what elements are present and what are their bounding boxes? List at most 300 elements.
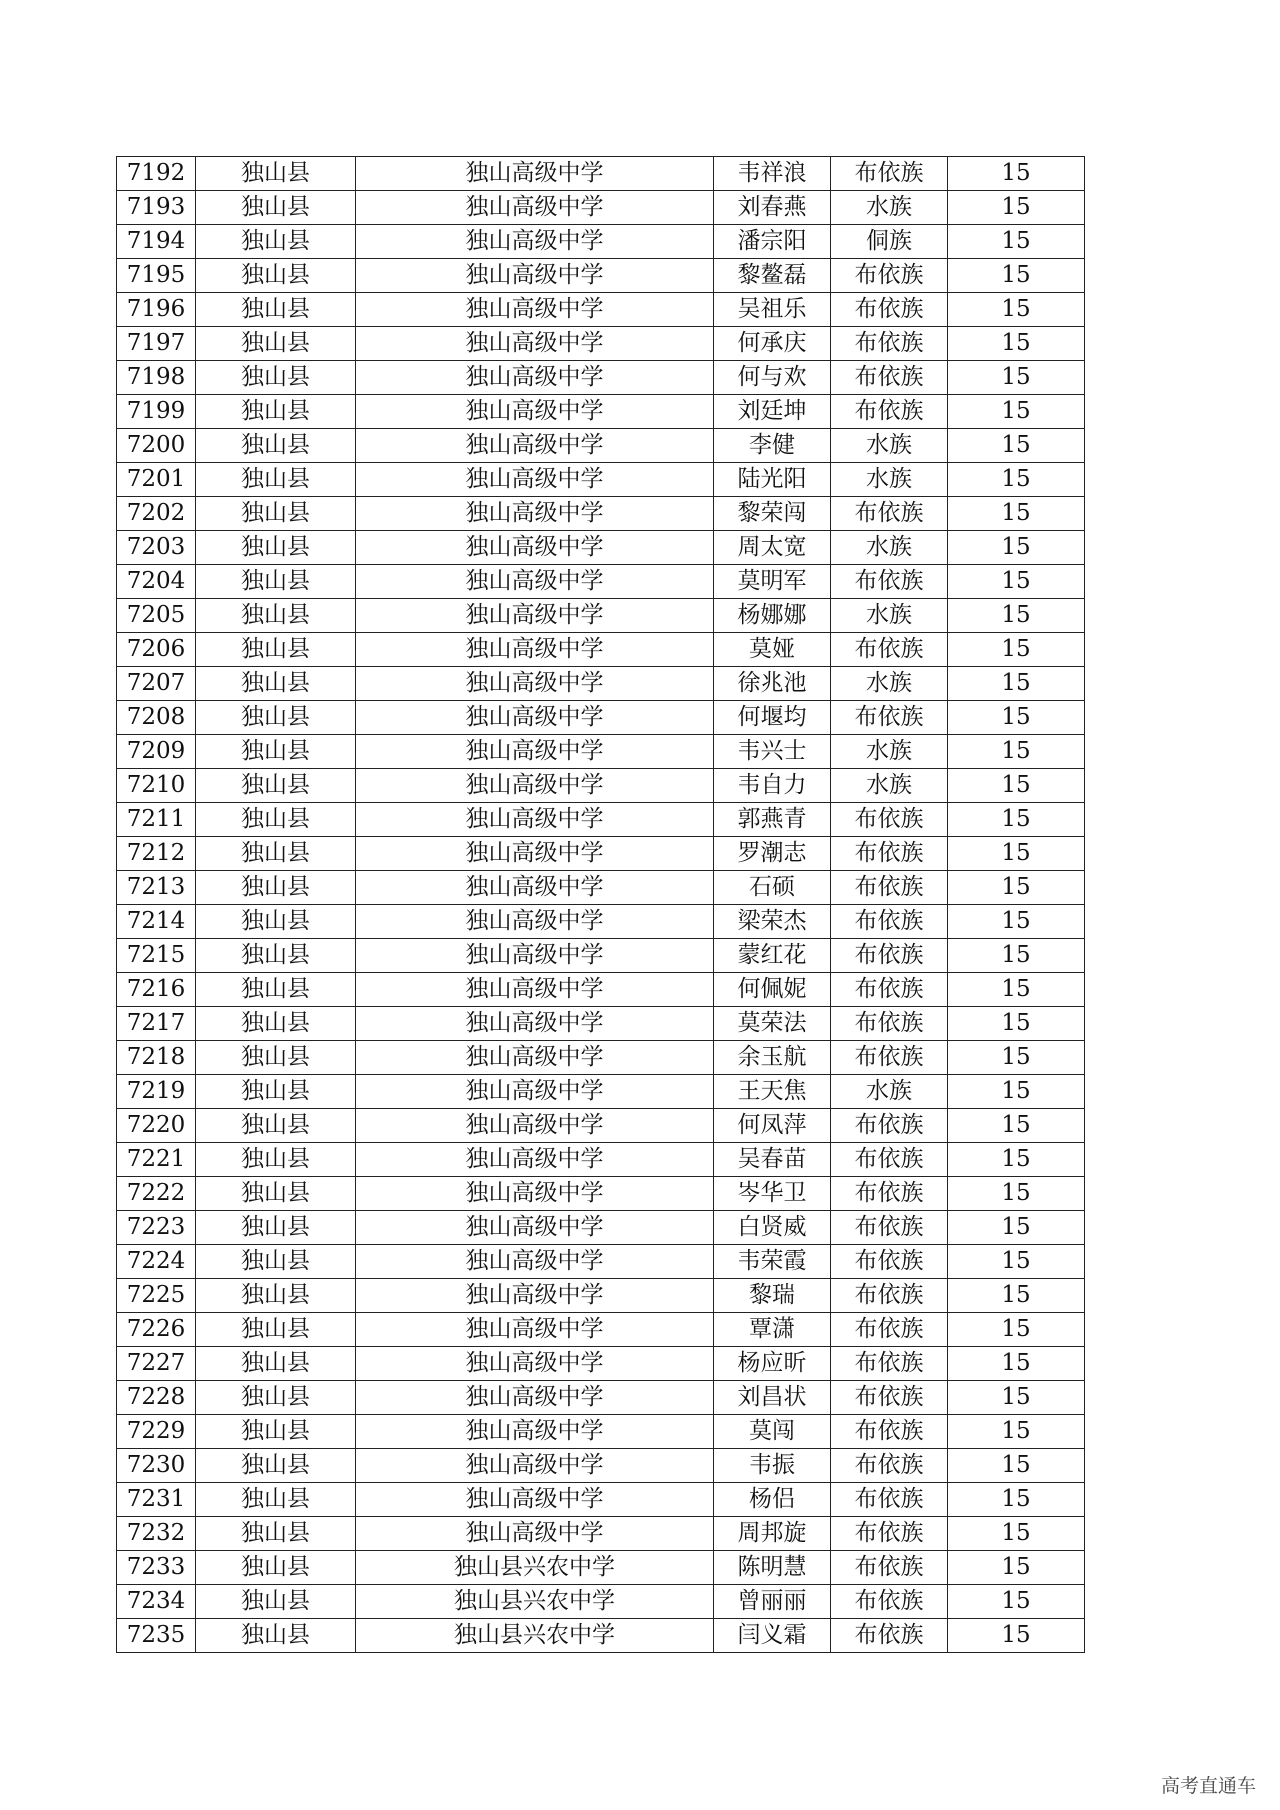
cell-number: 7194 (117, 225, 196, 259)
table-row (117, 1415, 1085, 1449)
cell-ethnicity: 水族 (831, 667, 948, 701)
cell-school: 独山高级中学 (356, 1415, 714, 1449)
cell-name: 刘昌状 (714, 1381, 831, 1415)
cell-name: 吴春苗 (714, 1143, 831, 1177)
cell-name: 韦荣霞 (714, 1245, 831, 1279)
table-row (117, 667, 1085, 701)
roster-table-body (117, 157, 1085, 1653)
cell-county: 独山县 (196, 803, 356, 837)
cell-ethnicity: 水族 (831, 463, 948, 497)
cell-number: 7231 (117, 1483, 196, 1517)
cell-number: 7198 (117, 361, 196, 395)
cell-score: 15 (948, 1279, 1085, 1313)
cell-number: 7227 (117, 1347, 196, 1381)
table-row (117, 1109, 1085, 1143)
cell-county: 独山县 (196, 429, 356, 463)
cell-number: 7204 (117, 565, 196, 599)
table-row (117, 1551, 1085, 1585)
cell-name: 周太宽 (714, 531, 831, 565)
cell-school: 独山高级中学 (356, 1109, 714, 1143)
cell-ethnicity: 布依族 (831, 259, 948, 293)
cell-number: 7210 (117, 769, 196, 803)
cell-ethnicity: 布依族 (831, 1619, 948, 1653)
cell-ethnicity: 布依族 (831, 1415, 948, 1449)
cell-name: 陆光阳 (714, 463, 831, 497)
cell-number: 7200 (117, 429, 196, 463)
cell-name: 梁荣杰 (714, 905, 831, 939)
cell-ethnicity: 水族 (831, 531, 948, 565)
cell-number: 7211 (117, 803, 196, 837)
cell-county: 独山县 (196, 1585, 356, 1619)
cell-county: 独山县 (196, 1415, 356, 1449)
cell-county: 独山县 (196, 1109, 356, 1143)
cell-ethnicity: 布依族 (831, 1143, 948, 1177)
cell-name: 刘春燕 (714, 191, 831, 225)
cell-county: 独山县 (196, 361, 356, 395)
table-row (117, 259, 1085, 293)
table-row (117, 633, 1085, 667)
table-row (117, 1619, 1085, 1653)
cell-ethnicity: 布依族 (831, 633, 948, 667)
cell-score: 15 (948, 973, 1085, 1007)
cell-name: 徐兆池 (714, 667, 831, 701)
cell-ethnicity: 布依族 (831, 803, 948, 837)
cell-school: 独山高级中学 (356, 497, 714, 531)
cell-ethnicity: 布依族 (831, 1381, 948, 1415)
cell-school: 独山高级中学 (356, 429, 714, 463)
cell-score: 15 (948, 701, 1085, 735)
cell-county: 独山县 (196, 599, 356, 633)
cell-score: 15 (948, 1347, 1085, 1381)
cell-county: 独山县 (196, 1381, 356, 1415)
table-row (117, 429, 1085, 463)
cell-county: 独山县 (196, 1313, 356, 1347)
cell-score: 15 (948, 225, 1085, 259)
cell-score: 15 (948, 157, 1085, 191)
cell-score: 15 (948, 395, 1085, 429)
cell-score: 15 (948, 803, 1085, 837)
cell-name: 王天焦 (714, 1075, 831, 1109)
cell-ethnicity: 布依族 (831, 361, 948, 395)
cell-county: 独山县 (196, 871, 356, 905)
cell-name: 潘宗阳 (714, 225, 831, 259)
cell-score: 15 (948, 633, 1085, 667)
cell-ethnicity: 布依族 (831, 293, 948, 327)
cell-ethnicity: 水族 (831, 191, 948, 225)
cell-county: 独山县 (196, 1041, 356, 1075)
cell-name: 杨应昕 (714, 1347, 831, 1381)
cell-number: 7233 (117, 1551, 196, 1585)
watermark-text: 高考直通车 (1160, 1775, 1256, 1797)
cell-county: 独山县 (196, 939, 356, 973)
table-row (117, 327, 1085, 361)
cell-county: 独山县 (196, 1279, 356, 1313)
cell-ethnicity: 布依族 (831, 1041, 948, 1075)
cell-school: 独山县兴农中学 (356, 1619, 714, 1653)
cell-name: 韦自力 (714, 769, 831, 803)
table-row (117, 1585, 1085, 1619)
cell-number: 7208 (117, 701, 196, 735)
cell-score: 15 (948, 1313, 1085, 1347)
cell-school: 独山高级中学 (356, 531, 714, 565)
cell-ethnicity: 布依族 (831, 973, 948, 1007)
table-row (117, 939, 1085, 973)
cell-score: 15 (948, 1415, 1085, 1449)
cell-score: 15 (948, 191, 1085, 225)
cell-score: 15 (948, 1211, 1085, 1245)
cell-school: 独山高级中学 (356, 327, 714, 361)
cell-county: 独山县 (196, 191, 356, 225)
cell-score: 15 (948, 1245, 1085, 1279)
cell-name: 吴祖乐 (714, 293, 831, 327)
table-row (117, 1177, 1085, 1211)
cell-school: 独山高级中学 (356, 1245, 714, 1279)
cell-county: 独山县 (196, 463, 356, 497)
cell-county: 独山县 (196, 837, 356, 871)
cell-county: 独山县 (196, 769, 356, 803)
cell-school: 独山高级中学 (356, 1381, 714, 1415)
cell-score: 15 (948, 1483, 1085, 1517)
cell-school: 独山高级中学 (356, 1279, 714, 1313)
table-row (117, 1075, 1085, 1109)
table-row (117, 1347, 1085, 1381)
cell-number: 7232 (117, 1517, 196, 1551)
cell-county: 独山县 (196, 735, 356, 769)
table-row (117, 701, 1085, 735)
cell-school: 独山高级中学 (356, 803, 714, 837)
cell-county: 独山县 (196, 157, 356, 191)
cell-county: 独山县 (196, 1517, 356, 1551)
cell-score: 15 (948, 837, 1085, 871)
cell-number: 7192 (117, 157, 196, 191)
table-row (117, 531, 1085, 565)
cell-score: 15 (948, 1075, 1085, 1109)
cell-name: 闫义霜 (714, 1619, 831, 1653)
cell-school: 独山高级中学 (356, 701, 714, 735)
cell-number: 7196 (117, 293, 196, 327)
cell-number: 7220 (117, 1109, 196, 1143)
cell-ethnicity: 侗族 (831, 225, 948, 259)
cell-name: 白贤威 (714, 1211, 831, 1245)
cell-ethnicity: 布依族 (831, 565, 948, 599)
cell-ethnicity: 布依族 (831, 701, 948, 735)
cell-number: 7234 (117, 1585, 196, 1619)
cell-school: 独山高级中学 (356, 225, 714, 259)
cell-score: 15 (948, 1551, 1085, 1585)
cell-ethnicity: 布依族 (831, 1313, 948, 1347)
cell-number: 7216 (117, 973, 196, 1007)
cell-number: 7230 (117, 1449, 196, 1483)
cell-number: 7235 (117, 1619, 196, 1653)
cell-county: 独山县 (196, 1347, 356, 1381)
table-row (117, 1007, 1085, 1041)
cell-school: 独山高级中学 (356, 871, 714, 905)
cell-ethnicity: 布依族 (831, 1007, 948, 1041)
cell-school: 独山高级中学 (356, 565, 714, 599)
table-row (117, 1279, 1085, 1313)
cell-school: 独山高级中学 (356, 837, 714, 871)
cell-name: 曾丽丽 (714, 1585, 831, 1619)
cell-score: 15 (948, 667, 1085, 701)
cell-score: 15 (948, 1449, 1085, 1483)
cell-number: 7209 (117, 735, 196, 769)
table-row (117, 225, 1085, 259)
cell-name: 余玉航 (714, 1041, 831, 1075)
table-row (117, 837, 1085, 871)
cell-ethnicity: 布依族 (831, 905, 948, 939)
cell-number: 7195 (117, 259, 196, 293)
cell-name: 覃潇 (714, 1313, 831, 1347)
cell-score: 15 (948, 1007, 1085, 1041)
cell-school: 独山高级中学 (356, 599, 714, 633)
cell-school: 独山高级中学 (356, 769, 714, 803)
cell-number: 7201 (117, 463, 196, 497)
cell-name: 郭燕青 (714, 803, 831, 837)
cell-number: 7228 (117, 1381, 196, 1415)
cell-name: 何佩妮 (714, 973, 831, 1007)
table-row (117, 293, 1085, 327)
cell-county: 独山县 (196, 1483, 356, 1517)
cell-name: 莫闯 (714, 1415, 831, 1449)
cell-county: 独山县 (196, 1449, 356, 1483)
cell-school: 独山高级中学 (356, 633, 714, 667)
cell-name: 何承庆 (714, 327, 831, 361)
cell-number: 7207 (117, 667, 196, 701)
cell-number: 7221 (117, 1143, 196, 1177)
cell-school: 独山高级中学 (356, 1177, 714, 1211)
cell-name: 韦祥浪 (714, 157, 831, 191)
cell-ethnicity: 布依族 (831, 1551, 948, 1585)
cell-county: 独山县 (196, 1075, 356, 1109)
cell-number: 7212 (117, 837, 196, 871)
cell-name: 李健 (714, 429, 831, 463)
cell-county: 独山县 (196, 531, 356, 565)
cell-school: 独山县兴农中学 (356, 1551, 714, 1585)
cell-ethnicity: 布依族 (831, 837, 948, 871)
cell-score: 15 (948, 497, 1085, 531)
cell-number: 7224 (117, 1245, 196, 1279)
cell-ethnicity: 布依族 (831, 1279, 948, 1313)
cell-ethnicity: 布依族 (831, 497, 948, 531)
table-row (117, 1143, 1085, 1177)
cell-school: 独山高级中学 (356, 1007, 714, 1041)
table-row (117, 1381, 1085, 1415)
cell-county: 独山县 (196, 701, 356, 735)
cell-score: 15 (948, 735, 1085, 769)
cell-score: 15 (948, 769, 1085, 803)
cell-school: 独山高级中学 (356, 1041, 714, 1075)
cell-county: 独山县 (196, 973, 356, 1007)
cell-name: 蒙红花 (714, 939, 831, 973)
cell-score: 15 (948, 599, 1085, 633)
cell-name: 莫明军 (714, 565, 831, 599)
cell-number: 7219 (117, 1075, 196, 1109)
cell-number: 7203 (117, 531, 196, 565)
cell-score: 15 (948, 361, 1085, 395)
cell-score: 15 (948, 871, 1085, 905)
cell-score: 15 (948, 327, 1085, 361)
cell-ethnicity: 水族 (831, 599, 948, 633)
cell-ethnicity: 布依族 (831, 1585, 948, 1619)
cell-score: 15 (948, 293, 1085, 327)
table-row (117, 463, 1085, 497)
table-row (117, 1449, 1085, 1483)
cell-county: 独山县 (196, 497, 356, 531)
table-row (117, 1245, 1085, 1279)
cell-name: 周邦旋 (714, 1517, 831, 1551)
cell-name: 莫娅 (714, 633, 831, 667)
table-row (117, 157, 1085, 191)
cell-number: 7225 (117, 1279, 196, 1313)
table-row (117, 973, 1085, 1007)
cell-county: 独山县 (196, 667, 356, 701)
cell-score: 15 (948, 1619, 1085, 1653)
cell-number: 7214 (117, 905, 196, 939)
cell-name: 罗潮志 (714, 837, 831, 871)
cell-number: 7229 (117, 1415, 196, 1449)
cell-school: 独山高级中学 (356, 1483, 714, 1517)
cell-name: 黎鳌磊 (714, 259, 831, 293)
cell-ethnicity: 布依族 (831, 939, 948, 973)
cell-ethnicity: 布依族 (831, 157, 948, 191)
table-row (117, 803, 1085, 837)
cell-ethnicity: 布依族 (831, 1347, 948, 1381)
cell-county: 独山县 (196, 225, 356, 259)
table-row (117, 905, 1085, 939)
cell-name: 杨侣 (714, 1483, 831, 1517)
cell-name: 杨娜娜 (714, 599, 831, 633)
cell-county: 独山县 (196, 1177, 356, 1211)
cell-number: 7215 (117, 939, 196, 973)
cell-school: 独山高级中学 (356, 463, 714, 497)
cell-county: 独山县 (196, 1143, 356, 1177)
cell-number: 7217 (117, 1007, 196, 1041)
cell-county: 独山县 (196, 395, 356, 429)
cell-score: 15 (948, 463, 1085, 497)
cell-county: 独山县 (196, 259, 356, 293)
cell-county: 独山县 (196, 1245, 356, 1279)
cell-name: 何堰均 (714, 701, 831, 735)
cell-name: 韦兴士 (714, 735, 831, 769)
cell-school: 独山高级中学 (356, 905, 714, 939)
cell-county: 独山县 (196, 1007, 356, 1041)
table-row (117, 565, 1085, 599)
cell-county: 独山县 (196, 327, 356, 361)
cell-score: 15 (948, 565, 1085, 599)
table-row (117, 497, 1085, 531)
cell-school: 独山高级中学 (356, 1075, 714, 1109)
table-row (117, 1483, 1085, 1517)
cell-school: 独山高级中学 (356, 157, 714, 191)
cell-name: 莫荣法 (714, 1007, 831, 1041)
cell-ethnicity: 布依族 (831, 1109, 948, 1143)
cell-school: 独山高级中学 (356, 361, 714, 395)
cell-number: 7202 (117, 497, 196, 531)
table-row (117, 361, 1085, 395)
cell-score: 15 (948, 1517, 1085, 1551)
cell-name: 刘廷坤 (714, 395, 831, 429)
cell-ethnicity: 布依族 (831, 1177, 948, 1211)
cell-name: 韦振 (714, 1449, 831, 1483)
roster-table (116, 156, 1085, 1653)
cell-name: 石硕 (714, 871, 831, 905)
cell-score: 15 (948, 1143, 1085, 1177)
cell-score: 15 (948, 259, 1085, 293)
cell-county: 独山县 (196, 1619, 356, 1653)
cell-name: 何凤萍 (714, 1109, 831, 1143)
table-row (117, 871, 1085, 905)
cell-number: 7193 (117, 191, 196, 225)
cell-score: 15 (948, 429, 1085, 463)
cell-county: 独山县 (196, 633, 356, 667)
cell-name: 陈明慧 (714, 1551, 831, 1585)
cell-score: 15 (948, 905, 1085, 939)
cell-county: 独山县 (196, 905, 356, 939)
cell-number: 7205 (117, 599, 196, 633)
cell-ethnicity: 布依族 (831, 327, 948, 361)
cell-number: 7199 (117, 395, 196, 429)
cell-school: 独山高级中学 (356, 293, 714, 327)
cell-number: 7206 (117, 633, 196, 667)
cell-ethnicity: 布依族 (831, 1517, 948, 1551)
cell-school: 独山高级中学 (356, 1143, 714, 1177)
cell-ethnicity: 布依族 (831, 1211, 948, 1245)
cell-county: 独山县 (196, 565, 356, 599)
cell-ethnicity: 水族 (831, 429, 948, 463)
cell-number: 7222 (117, 1177, 196, 1211)
cell-ethnicity: 水族 (831, 769, 948, 803)
table-row (117, 1313, 1085, 1347)
cell-score: 15 (948, 531, 1085, 565)
table-row (117, 599, 1085, 633)
cell-county: 独山县 (196, 293, 356, 327)
cell-ethnicity: 布依族 (831, 395, 948, 429)
cell-number: 7218 (117, 1041, 196, 1075)
cell-county: 独山县 (196, 1211, 356, 1245)
cell-score: 15 (948, 939, 1085, 973)
cell-name: 岑华卫 (714, 1177, 831, 1211)
table-row (117, 1211, 1085, 1245)
cell-school: 独山高级中学 (356, 735, 714, 769)
cell-school: 独山高级中学 (356, 395, 714, 429)
cell-school: 独山高级中学 (356, 667, 714, 701)
cell-school: 独山高级中学 (356, 259, 714, 293)
cell-ethnicity: 布依族 (831, 871, 948, 905)
cell-school: 独山高级中学 (356, 939, 714, 973)
cell-school: 独山高级中学 (356, 1517, 714, 1551)
cell-school: 独山高级中学 (356, 973, 714, 1007)
cell-score: 15 (948, 1381, 1085, 1415)
cell-school: 独山高级中学 (356, 1449, 714, 1483)
cell-number: 7197 (117, 327, 196, 361)
table-row (117, 395, 1085, 429)
table-row (117, 769, 1085, 803)
cell-score: 15 (948, 1585, 1085, 1619)
cell-county: 独山县 (196, 1551, 356, 1585)
table-row (117, 1041, 1085, 1075)
cell-name: 何与欢 (714, 361, 831, 395)
cell-school: 独山高级中学 (356, 1313, 714, 1347)
cell-ethnicity: 水族 (831, 735, 948, 769)
cell-school: 独山高级中学 (356, 191, 714, 225)
cell-name: 黎荣闯 (714, 497, 831, 531)
cell-school: 独山县兴农中学 (356, 1585, 714, 1619)
cell-score: 15 (948, 1177, 1085, 1211)
cell-number: 7213 (117, 871, 196, 905)
cell-number: 7223 (117, 1211, 196, 1245)
cell-name: 黎瑞 (714, 1279, 831, 1313)
cell-school: 独山高级中学 (356, 1347, 714, 1381)
